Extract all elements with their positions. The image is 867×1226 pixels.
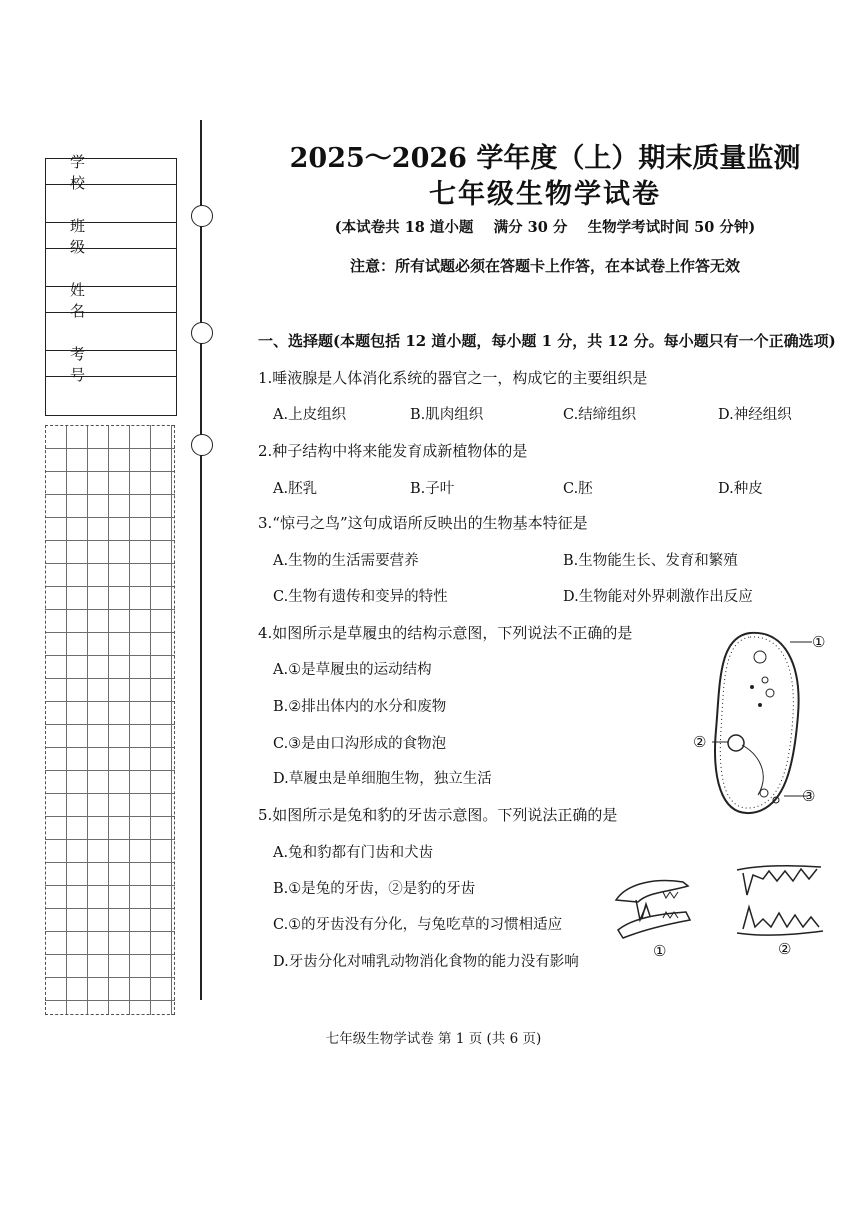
- binding-hole: [191, 322, 213, 344]
- exam-subject-title: 七年级生物学试卷: [429, 179, 661, 210]
- exam-notice: 注意：所有试题必须在答题卡上作答，在本试卷上作答无效: [349, 257, 740, 275]
- figure-label: ①: [653, 942, 667, 960]
- option: C.③是由口沟形成的食物泡: [273, 736, 447, 752]
- exam-number-label: 考 号: [46, 351, 176, 377]
- rabbit-teeth-figure: [608, 870, 698, 950]
- option: D.神经组织: [718, 407, 792, 423]
- question-stem: 1.唾液腺是人体消化系统的器官之一，构成它的主要组织是: [258, 369, 648, 387]
- exam-info: (本试卷共 18 道小题 满分 30 分 生物学考试时间 50 分钟): [334, 219, 756, 236]
- class-label: 班 级: [46, 223, 176, 249]
- figure-label: ②: [693, 733, 707, 751]
- option: C.结缔组织: [563, 407, 637, 423]
- option: A.上皮组织: [273, 407, 347, 423]
- option: A.①是草履虫的运动结构: [273, 662, 432, 678]
- binding-hole: [191, 434, 213, 456]
- question-stem: 4.如图所示是草履虫的结构示意图，下列说法不正确的是: [258, 624, 633, 642]
- option: A.胚乳: [273, 481, 318, 497]
- figure-label: ①: [812, 633, 826, 651]
- option: A.生物的生活需要营养: [273, 553, 419, 569]
- option: D.牙齿分化对哺乳动物消化食物的能力没有影响: [273, 954, 579, 970]
- figure-label: ③: [802, 787, 816, 805]
- option: A.兔和豹都有门齿和犬齿: [273, 845, 434, 861]
- leopard-teeth-figure: [733, 855, 828, 945]
- question-stem: 5.如图所示是兔和豹的牙齿示意图。下列说法正确的是: [258, 806, 618, 824]
- student-info-box: [45, 152, 177, 416]
- option: C.胚: [563, 481, 593, 497]
- option: B.②排出体内的水分和废物: [273, 699, 447, 715]
- binding-hole: [191, 205, 213, 227]
- question-stem: 2.种子结构中将来能发育成新植物体的是: [258, 442, 528, 460]
- answer-grid: [45, 425, 175, 1015]
- section-heading: 一、选择题(本题包括 12 道小题，每小题 1 分，共 12 分。每小题只有一个正确选项): [258, 332, 836, 350]
- name-label: 姓 名: [46, 287, 176, 313]
- option: D.种皮: [718, 481, 763, 497]
- page-footer: 七年级生物学试卷 第 1 页 (共 6 页): [325, 1031, 542, 1047]
- option: B.生物能生长、发育和繁殖: [563, 553, 738, 569]
- question-stem: 3.“惊弓之鸟”这句成语所反映出的生物基本特征是: [258, 514, 588, 532]
- option: B.肌肉组织: [410, 407, 484, 423]
- option: B.子叶: [410, 481, 455, 497]
- exam-title: 2025～2026 学年度（上）期末质量监测: [289, 143, 801, 174]
- school-label: 学 校: [46, 159, 176, 185]
- binding-line: [200, 120, 202, 1000]
- option: C.生物有遗传和变异的特性: [273, 589, 448, 605]
- figure-label: ②: [778, 940, 792, 958]
- option: C.①的牙齿没有分化，与兔吃草的习惯相适应: [273, 917, 563, 933]
- option: D.草履虫是单细胞生物，独立生活: [273, 771, 492, 787]
- option: B.①是兔的牙齿，②是豹的牙齿: [273, 881, 476, 897]
- option: D.生物能对外界刺激作出反应: [563, 589, 753, 605]
